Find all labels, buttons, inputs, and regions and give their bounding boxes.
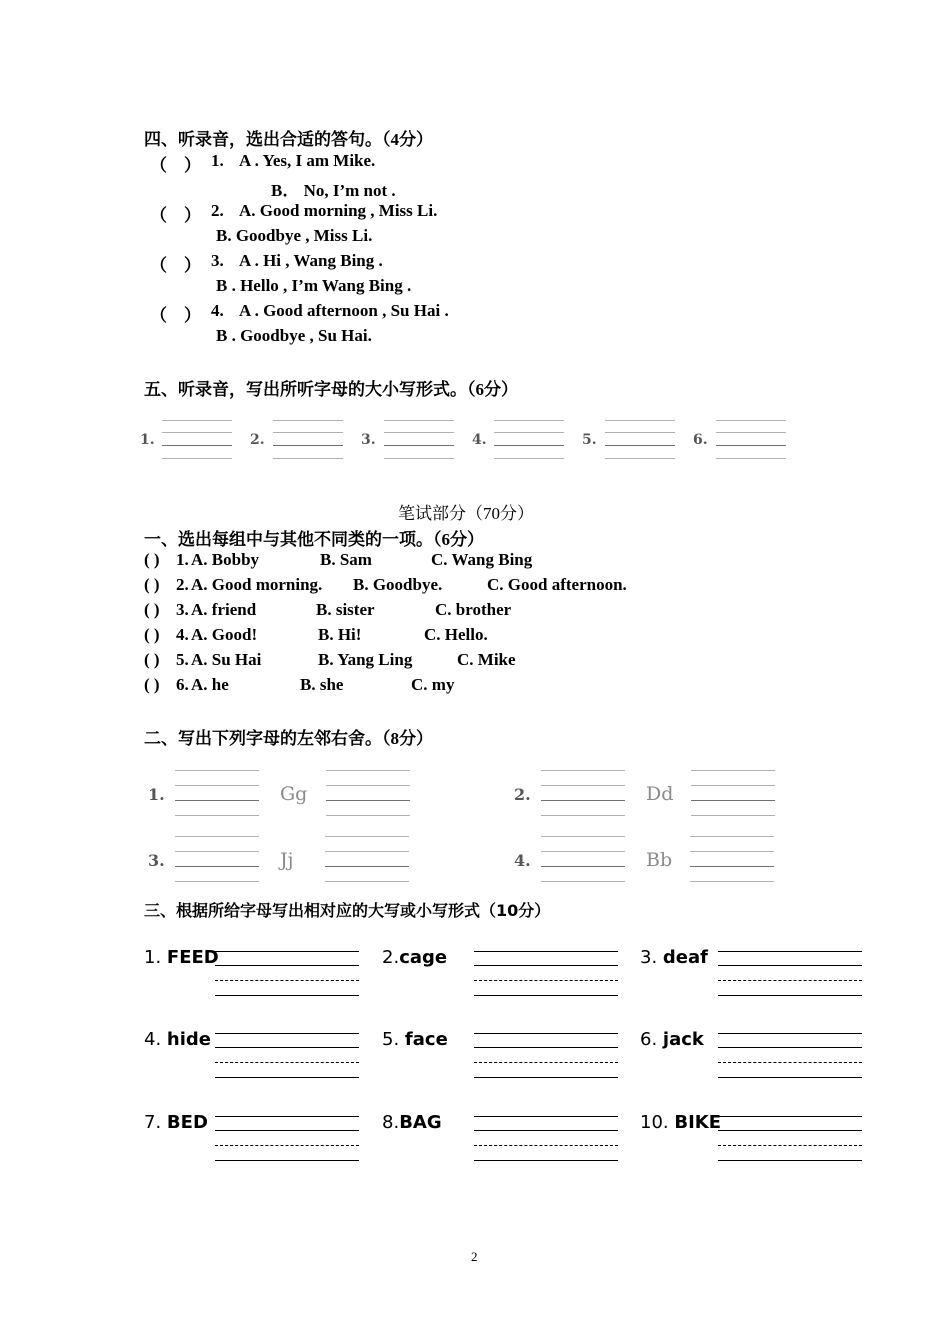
item-number: 3. (640, 947, 658, 968)
blank-number: 2. (250, 432, 265, 448)
answer-paren: ( ) (144, 675, 160, 694)
option-a: A. Bobby (191, 550, 260, 569)
given-word: BAG (399, 1112, 442, 1133)
option-b: B. Goodbye. (353, 575, 443, 594)
item-number: 6. (640, 1029, 658, 1050)
option-b: B. Hi! (318, 625, 362, 644)
item-number: 7. (144, 1112, 162, 1133)
option-c: C. Wang Bing (431, 550, 533, 569)
answer-paren: （ ） (150, 306, 201, 325)
given-word: deaf (662, 947, 708, 968)
writing-box[interactable] (273, 420, 343, 460)
option-c: C. Hello. (424, 625, 488, 644)
writing-box[interactable] (162, 420, 232, 460)
question-number: 3. (176, 600, 189, 619)
section4-title: 四、听录音，选出合适的答句。（4分） (144, 130, 433, 149)
question-number: 1. (211, 151, 224, 170)
part2-title: 二、写出下列字母的左邻右舍。（8分） (144, 729, 433, 748)
given-word: jack (662, 1029, 704, 1050)
option-b: B. sister (316, 600, 375, 619)
word-item (640, 947, 708, 968)
given-word: face (404, 1029, 448, 1050)
section5-title: 五、听录音，写出所听字母的大小写形式。（6分） (144, 380, 518, 399)
option-b: B. Yang Ling (318, 650, 413, 669)
given-word: cage (399, 947, 448, 968)
given-word: FEED (166, 947, 219, 968)
given-letter: Gg (280, 783, 308, 805)
option-a: A. friend (191, 600, 257, 619)
answer-paren: （ ） (150, 206, 201, 225)
option-b: B. Goodbye , Miss Li. (216, 226, 373, 245)
answer-lines[interactable] (215, 951, 359, 997)
answer-paren: ( ) (144, 625, 160, 644)
answer-paren: （ ） (150, 156, 201, 175)
option-b: B. Sam (320, 550, 372, 569)
option-a: A. he (191, 675, 229, 694)
writing-box[interactable] (494, 420, 564, 460)
blank-number: 3. (148, 851, 165, 870)
option-a: A. Good! (191, 625, 258, 644)
option-b: B . Hello , I’m Wang Bing . (216, 276, 412, 295)
option-c: C. Good afternoon. (487, 575, 627, 594)
blank-number: 4. (472, 432, 487, 448)
word-item (382, 1029, 448, 1050)
option-c: C. my (411, 675, 455, 694)
part1-title: 一、选出每组中与其他不同类的一项。（6分） (144, 530, 484, 549)
option-a: A. Good morning. (191, 575, 323, 594)
writing-box-right[interactable] (691, 770, 775, 818)
question-number: 4. (176, 625, 189, 644)
word-item (144, 1029, 211, 1050)
item-number: 5. (382, 1029, 400, 1050)
answer-paren: ( ) (144, 650, 160, 669)
item-number: 2. (382, 947, 400, 968)
writing-box[interactable] (716, 420, 786, 460)
writing-box-left[interactable] (541, 770, 625, 818)
given-word: BED (166, 1112, 208, 1133)
blank-number: 6. (693, 432, 708, 448)
option-b: B． No, I’m not . (271, 181, 396, 200)
word-item (144, 947, 219, 968)
word-item (640, 1029, 704, 1050)
option-a: A. Su Hai (191, 650, 262, 669)
writing-box-left[interactable] (175, 836, 259, 884)
option-a: A . Good afternoon , Su Hai . (239, 301, 449, 320)
option-c: C. Mike (457, 650, 516, 669)
question-number: 2. (211, 201, 224, 220)
option-c: C. brother (435, 600, 512, 619)
answer-lines[interactable] (215, 1116, 359, 1162)
writing-box[interactable] (384, 420, 454, 460)
word-item (382, 947, 447, 968)
writing-box-right[interactable] (325, 836, 409, 884)
option-a: A . Hi , Wang Bing . (239, 251, 383, 270)
answer-paren: ( ) (144, 550, 160, 569)
given-word: BIKE (674, 1112, 722, 1133)
answer-paren: ( ) (144, 600, 160, 619)
given-letter: Dd (646, 783, 674, 805)
option-a: A . Yes, I am Mike. (239, 151, 376, 170)
answer-lines[interactable] (474, 951, 618, 997)
question-number: 4. (211, 301, 224, 320)
blank-number: 3. (361, 432, 376, 448)
writing-box-left[interactable] (175, 770, 259, 818)
answer-lines[interactable] (474, 1116, 618, 1162)
given-letter: Jj (280, 849, 294, 871)
question-number: 3. (211, 251, 224, 270)
writing-box[interactable] (605, 420, 675, 460)
option-a: A. Good morning , Miss Li. (239, 201, 438, 220)
answer-lines[interactable] (474, 1033, 618, 1079)
writing-box-left[interactable] (541, 836, 625, 884)
blank-number: 2. (514, 785, 531, 804)
blank-number: 1. (140, 432, 155, 448)
given-letter: Bb (646, 849, 673, 871)
blank-number: 4. (514, 851, 531, 870)
writing-box-right[interactable] (690, 836, 774, 884)
answer-lines[interactable] (718, 1116, 862, 1162)
question-number: 1. (176, 550, 189, 569)
question-number: 2. (176, 575, 189, 594)
option-b: B. she (300, 675, 344, 694)
question-number: 5. (176, 650, 189, 669)
answer-lines[interactable] (215, 1033, 359, 1079)
answer-lines[interactable] (718, 951, 862, 997)
word-item (144, 1112, 208, 1133)
answer-paren: （ ） (150, 256, 201, 275)
blank-number: 1. (148, 785, 165, 804)
page-number: 2 (471, 1249, 478, 1264)
item-number: 8. (382, 1112, 400, 1133)
part3-title: 三、根据所给字母写出相对应的大写或小写形式（10分） (144, 901, 551, 920)
word-item (640, 1112, 721, 1133)
question-number: 6. (176, 675, 189, 694)
item-number: 10. (640, 1112, 669, 1133)
item-number: 4. (144, 1029, 162, 1050)
item-number: 1. (144, 947, 162, 968)
given-word: hide (166, 1029, 211, 1050)
option-b: B . Goodbye , Su Hai. (216, 326, 372, 345)
answer-paren: ( ) (144, 575, 160, 594)
written-part-title: 笔试部分（70分） (398, 504, 534, 523)
answer-lines[interactable] (718, 1033, 862, 1079)
writing-box-right[interactable] (326, 770, 410, 818)
blank-number: 5. (582, 432, 597, 448)
word-item (382, 1112, 442, 1133)
